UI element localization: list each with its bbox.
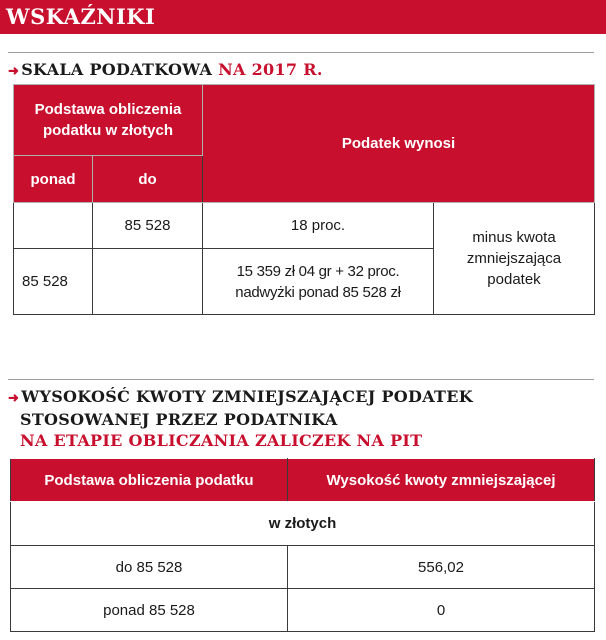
cell-amount: 556,02 bbox=[288, 546, 595, 589]
reducing-amount-table bbox=[10, 458, 595, 632]
arrow-right-icon: ➜ bbox=[8, 64, 20, 79]
unit-row: w złotych bbox=[11, 502, 595, 546]
cell-to bbox=[93, 249, 203, 315]
section2-heading-line3: NA ETAPIE OBLICZANIA ZALICZEK NA PIT bbox=[20, 431, 423, 450]
section-divider bbox=[8, 52, 594, 53]
page-banner bbox=[0, 0, 606, 34]
section2-heading-line2: STOSOWANEJ PRZEZ PODATNIKA bbox=[20, 410, 338, 429]
header-to: do bbox=[93, 156, 203, 203]
section1-heading bbox=[8, 59, 323, 82]
header-amount: Wysokość kwoty zmniejszającej bbox=[288, 459, 595, 502]
cell-tax-line1: 15 359 zł 04 gr + 32 proc. bbox=[236, 262, 400, 280]
cell-to: 85 528 bbox=[93, 203, 203, 249]
section2-heading-line1: WYSOKOŚĆ KWOTY ZMNIEJSZAJĄCEJ PODATEK bbox=[21, 387, 473, 406]
cell-over bbox=[14, 203, 93, 249]
cell-tax: 18 proc. bbox=[203, 203, 434, 249]
cell-over: 85 528 bbox=[14, 249, 93, 315]
cell-tax-line2: nadwyżki ponad 85 528 zł bbox=[235, 283, 401, 301]
cell-base: do 85 528 bbox=[11, 546, 288, 589]
cell-amount: 0 bbox=[288, 589, 595, 632]
section1-heading-black: SKALA PODATKOWA bbox=[21, 60, 213, 79]
table-row bbox=[11, 589, 595, 632]
header-over: ponad bbox=[14, 156, 93, 203]
arrow-right-icon: ➜ bbox=[8, 391, 20, 406]
header-tax-amount: Podatek wynosi bbox=[203, 85, 595, 203]
header-tax-base: Podstawa obliczenia podatku w złotych bbox=[14, 85, 203, 156]
tax-scale-table bbox=[13, 84, 595, 315]
section-divider bbox=[8, 379, 594, 380]
section2-heading bbox=[8, 386, 473, 451]
table-row bbox=[11, 546, 595, 589]
banner-title: WSKAŹNIKI bbox=[6, 4, 156, 29]
section1-heading-red: NA 2017 R. bbox=[218, 60, 323, 79]
cell-base: ponad 85 528 bbox=[11, 589, 288, 632]
cell-tax bbox=[203, 249, 434, 315]
table-row bbox=[14, 203, 595, 249]
cell-note: minus kwota zmniejszająca podatek bbox=[434, 203, 595, 315]
header-base: Podstawa obliczenia podatku bbox=[11, 459, 288, 502]
